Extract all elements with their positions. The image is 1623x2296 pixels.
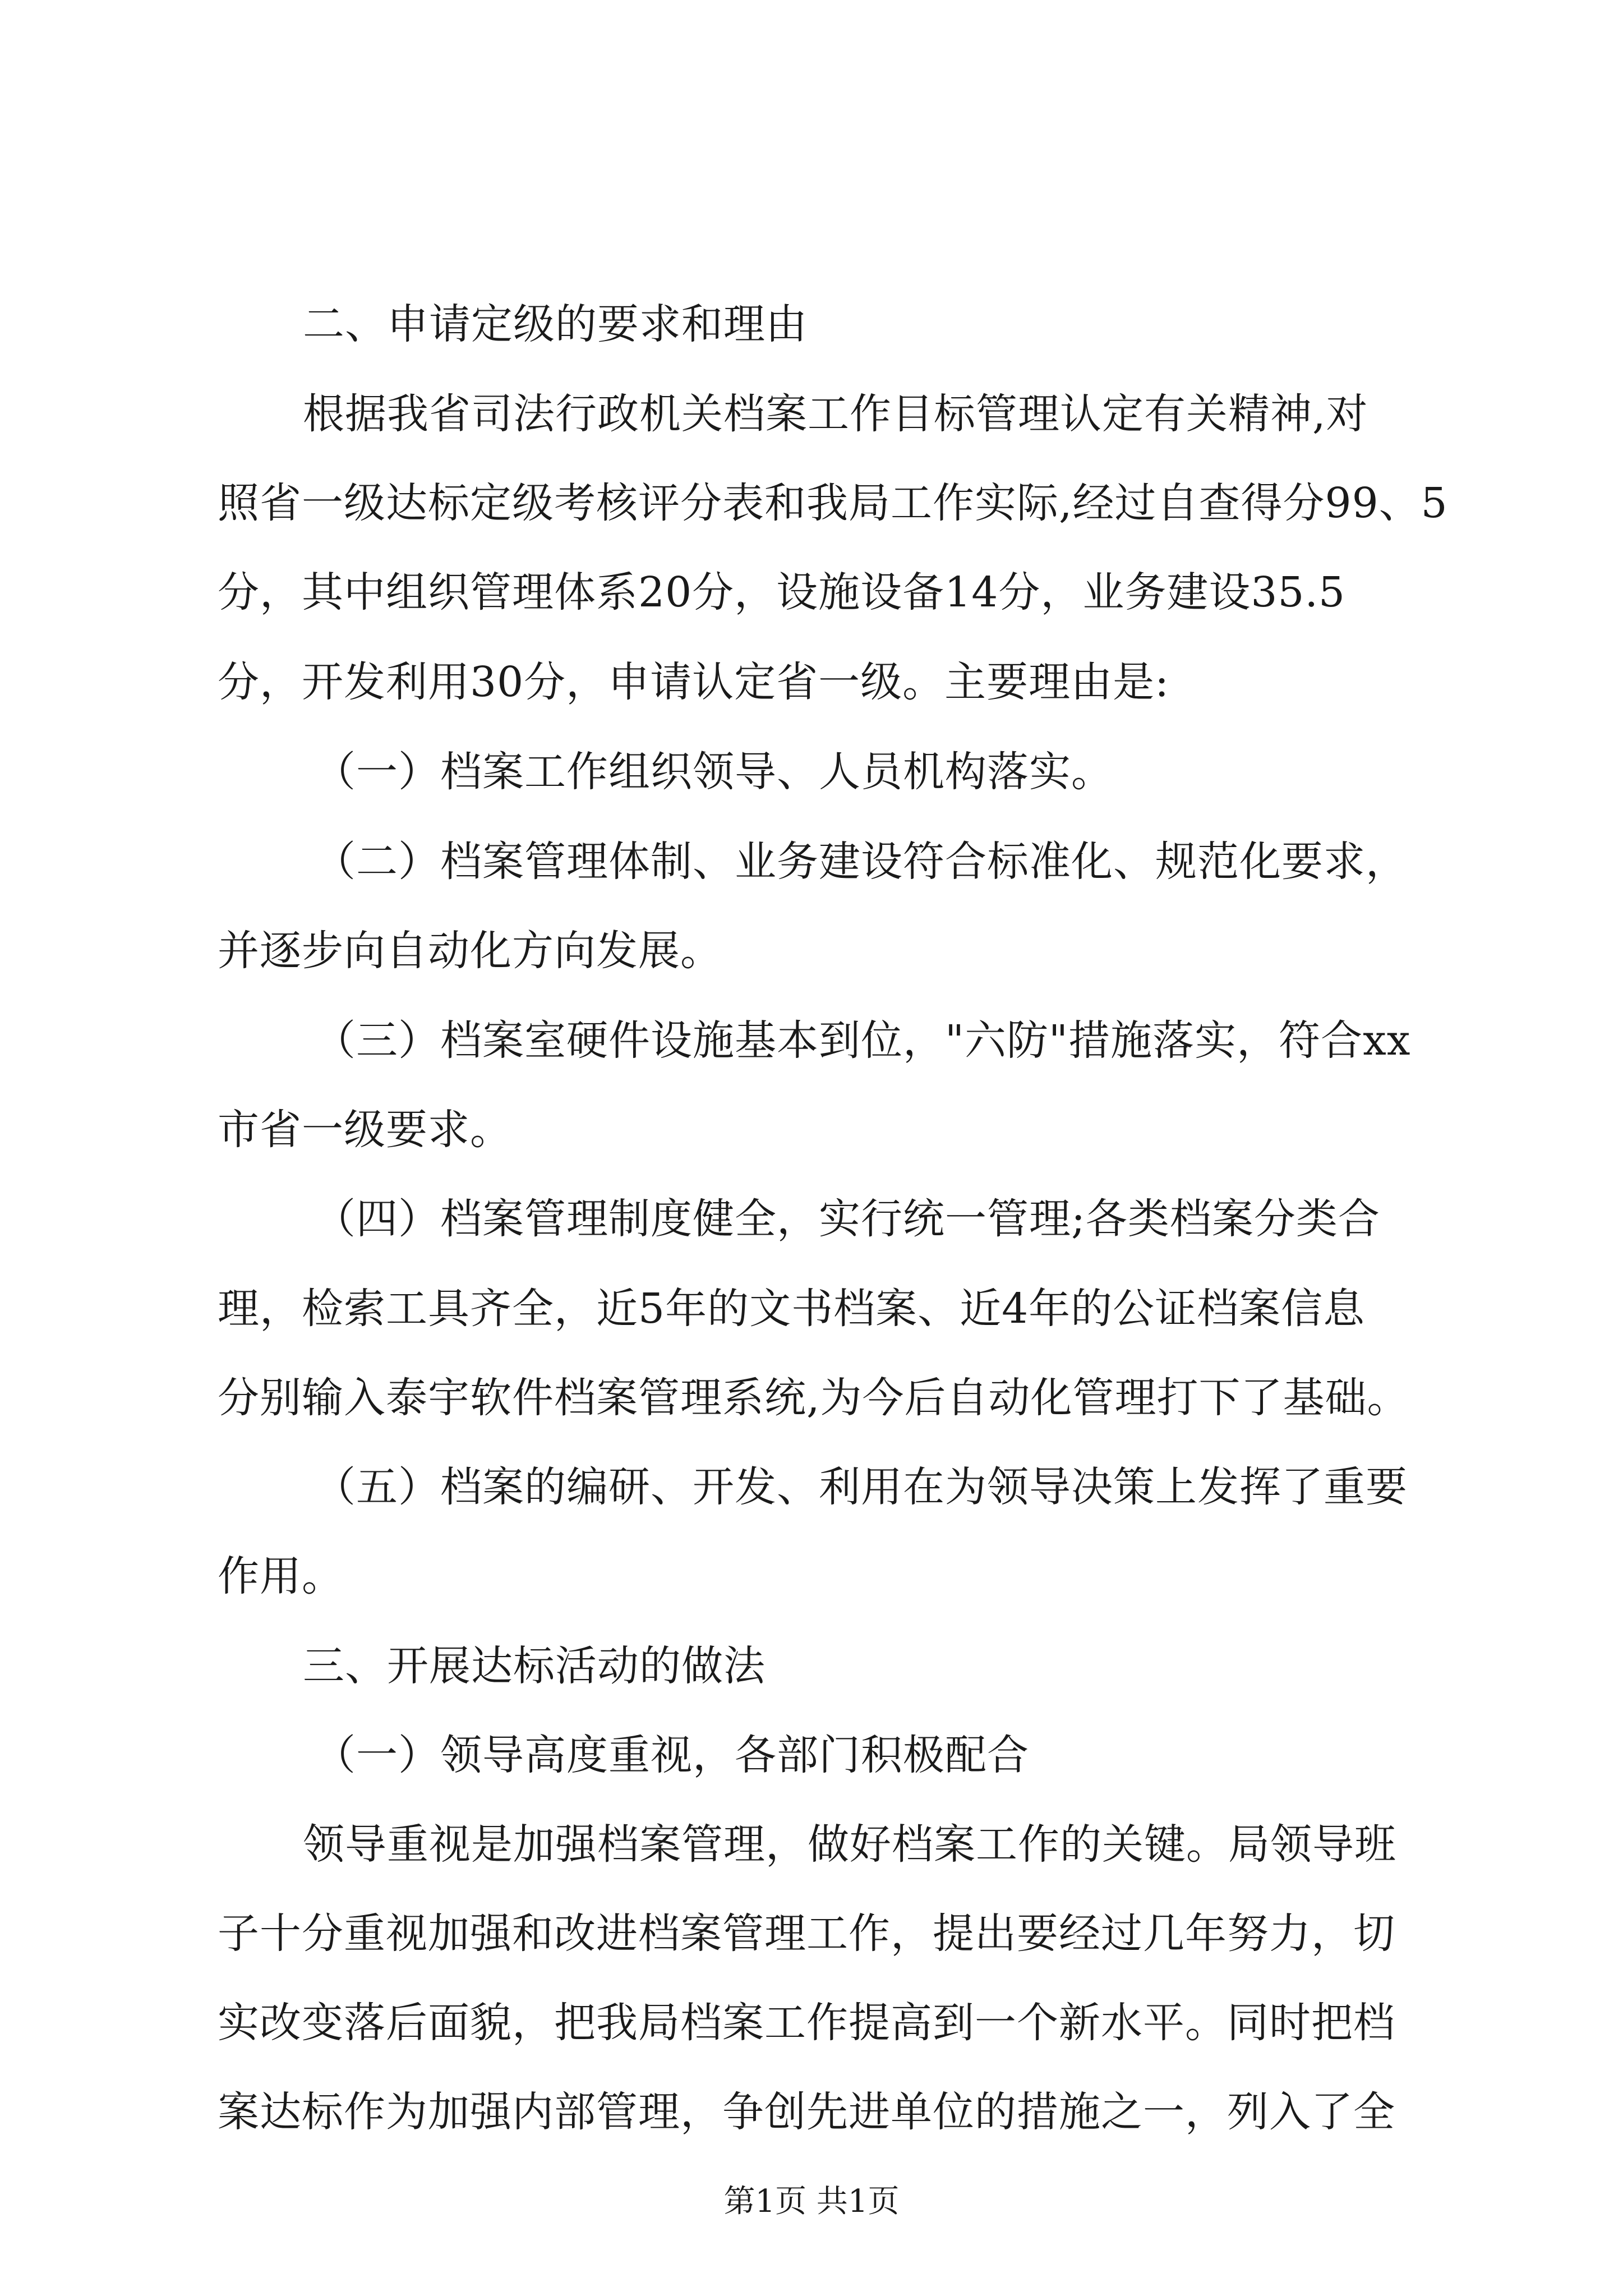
list-item: （二）档案管理体制、业务建设符合标准化、规范化要求， (314, 838, 1408, 886)
list-item: （三）档案室硬件设施基本到位，"六防"措施落实，符合xx (314, 1016, 1411, 1065)
section-heading: 二、申请定级的要求和理由 (303, 300, 808, 348)
page-number-footer: 第1页 共1页 (723, 2183, 900, 2220)
list-item: （一）档案工作组织领导、人员机构落实。 (314, 748, 1113, 796)
paragraph-line: 根据我省司法行政机关档案工作目标管理认定有关精神,对 (303, 390, 1368, 438)
list-item: （四）档案管理制度健全，实行统一管理;各类档案分类合 (314, 1195, 1380, 1243)
paragraph-line: 领导重视是加强档案管理，做好档案工作的关键。局领导班 (303, 1820, 1396, 1869)
paragraph-line: 分，开发利用30分，申请认定省一级。主要理由是: (218, 658, 1170, 706)
paragraph-line: 分，其中组织管理体系20分，设施设备14分，业务建设35.5 (218, 568, 1346, 616)
paragraph-line: 并逐步向自动化方向发展。 (218, 927, 722, 975)
paragraph-line: 实改变落后面貌，把我局档案工作提高到一个新水平。同时把档 (218, 1999, 1395, 2047)
paragraph-line: 案达标作为加强内部管理，争创先进单位的措施之一，列入了全 (218, 2088, 1395, 2136)
subsection-heading: （一）领导高度重视，各部门积极配合 (314, 1731, 1029, 1779)
list-item: （五）档案的编研、开发、利用在为领导决策上发挥了重要 (314, 1463, 1408, 1511)
paragraph-line: 分别输入泰宇软件档案管理系统,为今后自动化管理打下了基础。 (218, 1374, 1409, 1422)
paragraph-line: 作用。 (218, 1552, 344, 1600)
paragraph-line: 理，检索工具齐全，近5年的文书档案、近4年的公证档案信息 (218, 1285, 1366, 1333)
paragraph-line: 子十分重视加强和改进档案管理工作，提出要经过几年努力，切 (218, 1910, 1395, 1958)
paragraph-line: 照省一级达标定级考核评分表和我局工作实际,经过自查得分99、5 (218, 479, 1448, 527)
paragraph-line: 市省一级要求。 (218, 1106, 512, 1154)
section-heading: 三、开展达标活动的做法 (303, 1642, 766, 1690)
